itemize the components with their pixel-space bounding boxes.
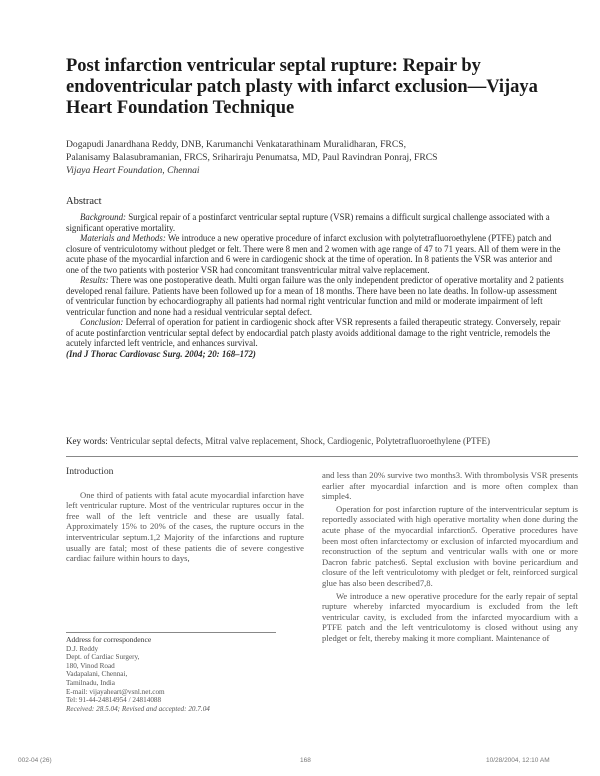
right-paragraph-2: Operation for post infarction rupture of the interventricular septum is reportedly associated with high operative mortality when done during the acute phase of the myocardial infarction5. Operative procedures have been most often infarctectomy or exclusion of infarcted myocardium and reconstruction of the septum and ventricular walls with one or more Dacron fabric patches6. Septal exclusion with bovine pericardium and closure of the left ventriculotomy with pledget or felt, reinforced surgical glue has also been described7,8.: [322, 503, 578, 588]
abstract-heading: Abstract: [66, 196, 102, 207]
address-email: E-mail: vijayaheart@vsnl.net.com: [66, 687, 165, 696]
author-line-1: Dogapudi Janardhana Reddy, DNB, Karumanchi Venkatarathinam Muralidharan, FRCS,: [66, 139, 406, 150]
page-number: 168: [300, 757, 311, 764]
left-column: [66, 467, 304, 566]
abstract-methods: [66, 233, 566, 275]
methods-label: Materials and Methods:: [80, 233, 166, 243]
abstract-results: [66, 275, 566, 317]
footer-timestamp: 10/28/2004, 12:10 AM: [486, 757, 550, 764]
right-column: [322, 470, 578, 646]
right-paragraph-1: and less than 20% survive two months3. With thrombolysis VSR presents earlier after myocardial infarction and is more often complex than simple4.: [322, 470, 578, 502]
keywords-text: Ventricular septal defects, Mitral valve replacement, Shock, Cardiogenic, Polytetrafluoroethylene (PTFE): [109, 436, 490, 446]
background-label: Background:: [80, 212, 127, 222]
methods-text: We introduce a new operative procedure of infarct exclusion with polytetrafluoroethylene (PTFE) patch and closure of ventriculotomy without pledget or felt. There were 8 men and 2 women with age range of 47 to 71 years. All of them were in the acute phase of the myocardial infarction and 6 were in cardiogenic shock at the time of operation. In 8 patients the VSR was anterior and one of the two patients with posterior VSR had concomitant transventricular mitral valve replacement.: [66, 233, 561, 275]
citation: (Ind J Thorac Cardiovasc Surg. 2004; 20: 168–172): [66, 348, 256, 359]
address-line: Vadapalani, Chennai,: [66, 670, 128, 679]
abstract-background: [66, 212, 566, 233]
address-line: D.J. Reddy: [66, 644, 99, 653]
results-label: Results:: [80, 275, 109, 285]
author-line-2: Palanisamy Balasubramanian, FRCS, Srihariraju Penumatsa, MD, Paul Ravindran Ponraj, FRCS: [66, 152, 438, 163]
author-block: [66, 138, 536, 177]
results-text: There was one postoperative death. Multi organ failure was the only independent predictor of operative mortality and 2 patients developed renal failure. Patients have been followed up for a mean of 18 months. There have been no late deaths. In follow-up assessment of ventricular function by echocardiography all patients had normal right ventricular function and mild or moderate impairment of left ventricular function and none had a residual ventricular septal defect.: [66, 275, 564, 317]
address-heading: Address for correspondence: [66, 635, 152, 644]
footer-file-id: 002-04 (26): [18, 757, 52, 764]
correspondence-address: [66, 632, 276, 713]
intro-paragraph-1: One third of patients with fatal acute myocardial infarction have left ventricular rupture. Most of the ventricular ruptures occur in the free wall of the left ventricle and these are usually fatal. Approximately 15% to 20% of the cases, the rupture occurs in the interventricular septum.1,2 Majority of the infarctions and rupture usually are fatal; most of these patients die of severe congestive cardiac failure within hours to days,: [66, 489, 304, 564]
conclusion-label: Conclusion:: [80, 317, 124, 327]
section-divider: [66, 456, 578, 457]
institution: Vijaya Heart Foundation, Chennai: [66, 165, 200, 176]
keywords-label: Key words:: [66, 436, 108, 446]
abstract-body: [66, 212, 566, 359]
address-phone: Tel: 91-44-24814954 / 24814088: [66, 696, 162, 705]
keywords-line: [66, 436, 566, 447]
article-title: Post infarction ventricular septal rupture: Repair by endoventricular patch plasty with infarct exclusion—Vijaya Heart Foundation Technique: [66, 56, 538, 118]
address-line: Dept. of Cardiac Surgery,: [66, 653, 140, 662]
received-date: Received: 28.5.04; Revised and accepted: 20.7.04: [66, 704, 210, 713]
address-divider: [66, 632, 276, 633]
background-text: Surgical repair of a postinfarct ventricular septal rupture (VSR) remains a difficult surgical challenge associated with a significant operative mortality.: [66, 212, 550, 233]
address-line: 180, Vinod Road: [66, 661, 115, 670]
abstract-conclusion: [66, 317, 566, 349]
right-paragraph-3: We introduce a new operative procedure for the early repair of septal rupture whereby infarcted myocardium is excluded from the left ventricular cavity, is excluded from the infarcted myocardium with a PTFE patch and the left ventriculotomy is closed without using any pledget or felt, thereby making it more compliant. Maintenance of: [322, 590, 578, 643]
introduction-heading: Introduction: [66, 466, 114, 477]
conclusion-text: Deferral of operation for patient in cardiogenic shock after VSR represents a failed therapeutic strategy. Conversely, repair of acute postinfarction ventricular septal defect by endocardial patch plasty avoids additional damage to the right ventricle, remodels the acutely infarcted left ventricle, and enhances survival.: [66, 317, 561, 348]
address-line: Tamilnadu, India: [66, 678, 115, 687]
